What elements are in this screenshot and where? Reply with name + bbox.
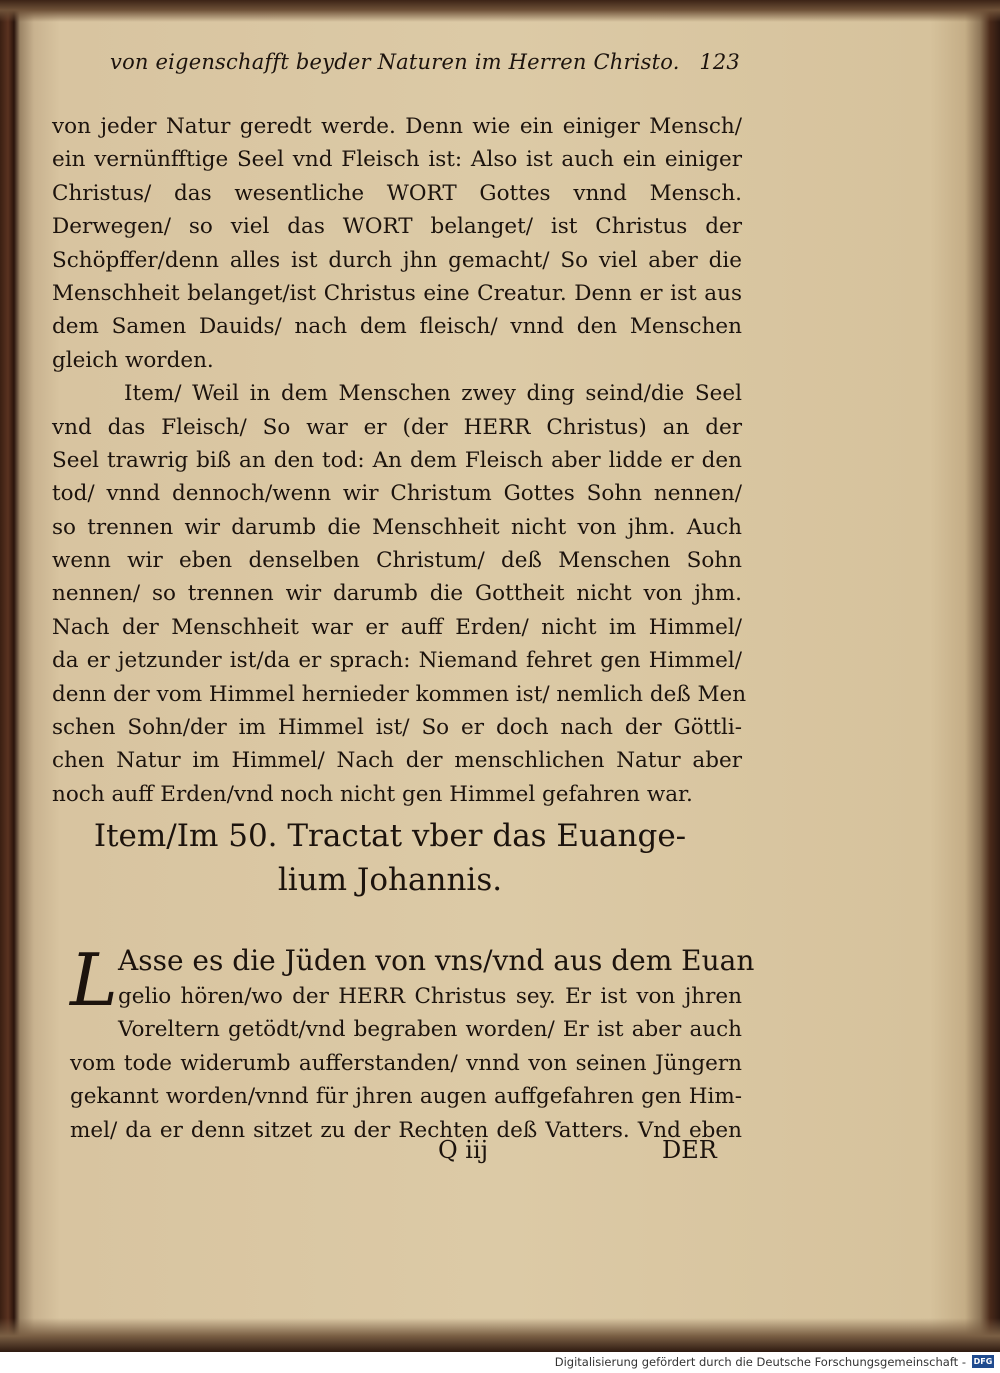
signature-mark: Q iij — [438, 1136, 489, 1164]
page-number: 123 — [699, 50, 740, 74]
text-line: gekannt worden/vnnd für jhren augen auffgefahren gen Him- — [70, 1084, 742, 1110]
section-heading — [40, 814, 740, 902]
text-line: da er jetzunder ist/da er sprach: Niemand fehret gen Himmel/ — [52, 648, 742, 674]
text-line: wenn wir eben denselben Christum/ deß Menschen Sohn — [52, 548, 742, 574]
text-line: vnd das Fleisch/ So war er (der HERR Christus) an der — [52, 414, 742, 440]
text-line: von jeder Natur geredt werde. Denn wie ein einiger Mensch/ — [52, 114, 742, 139]
heading-line: Item/Im 50. Tractat vber das Euange- — [93, 818, 687, 854]
heading-line: lium Johannis. — [277, 862, 503, 898]
text-line: denn der vom Himmel hernieder kommen ist/ nemlich deß Men — [52, 681, 747, 707]
text-line: vom tode widerumb aufferstanden/ vnnd von seinen Jüngern — [70, 1050, 742, 1076]
page-bottom-edge — [0, 1318, 1000, 1352]
drop-cap-initial: L — [70, 938, 118, 1022]
text-line: dem Samen Dauids/ nach dem fleisch/ vnnd den Menschen — [52, 314, 742, 340]
text-line: chen Natur im Himmel/ Nach der menschlichen Natur aber — [52, 748, 742, 774]
text-line: Menschheit belanget/ist Christus eine Creatur. Denn er ist aus — [52, 280, 742, 306]
text-line: Christus/ das wesentliche WORT Gottes vnnd Mensch. — [52, 180, 742, 206]
paragraph-2 — [52, 377, 747, 811]
text-line: ein vernünfftige Seel vnd Fleisch ist: Also ist auch ein einiger — [52, 147, 742, 173]
text-line: mel/ da er denn sitzet zu der Rechten deß Vatters. Vnd eben — [70, 1117, 742, 1143]
credit-text: Digitalisierung gefördert durch die Deutsche Forschungsgemeinschaft - — [554, 1355, 966, 1369]
text-line: Item/ Weil in dem Menschen zwey ding seind/die Seel — [124, 381, 742, 407]
text-line: so trennen wir darumb die Menschheit nicht von jhm. Auch — [52, 514, 742, 540]
paragraph-1 — [52, 110, 742, 377]
running-head — [110, 44, 740, 80]
text-line: gelio hören/wo der HERR Christus sey. Er ist von jhren — [118, 984, 742, 1009]
section-2-text — [70, 938, 755, 1147]
text-line: tod/ vnnd dennoch/wenn wir Christum Gottes Sohn nennen/ — [52, 481, 742, 507]
text-line: Voreltern getödt/vnd begraben worden/ Er ist aber auch — [118, 1017, 742, 1043]
text-line: Asse es die Jüden von vns/vnd aus dem Euan — [118, 944, 755, 977]
text-line: Schöpffer/denn alles ist durch jhn gemacht/ So viel aber die — [52, 247, 742, 273]
text-line: schen Sohn/der im Himmel ist/ So er doch nach der Göttli- — [52, 715, 742, 741]
page-top-edge — [0, 0, 1000, 22]
text-line: nennen/ so trennen wir darumb die Gottheit nicht von jhm. — [52, 581, 742, 607]
text-line: Derwegen/ so viel das WORT belanget/ ist Christus der — [52, 214, 742, 240]
text-line: Nach der Menschheit war er auff Erden/ nicht im Himmel/ — [52, 614, 742, 640]
catchword: DER — [662, 1136, 717, 1164]
running-head-title: von eigenschafft beyder Naturen im Herren Christo. — [110, 50, 680, 74]
text-line: Seel trawrig biß an den tod: An dem Fleisch aber lidde er den — [52, 447, 742, 473]
text-line: noch auff Erden/vnd noch nicht gen Himmel gefahren war. — [52, 781, 693, 807]
dfg-logo: DFG — [973, 1357, 993, 1366]
text-line: gleich worden. — [52, 347, 214, 373]
body-text — [52, 110, 747, 811]
